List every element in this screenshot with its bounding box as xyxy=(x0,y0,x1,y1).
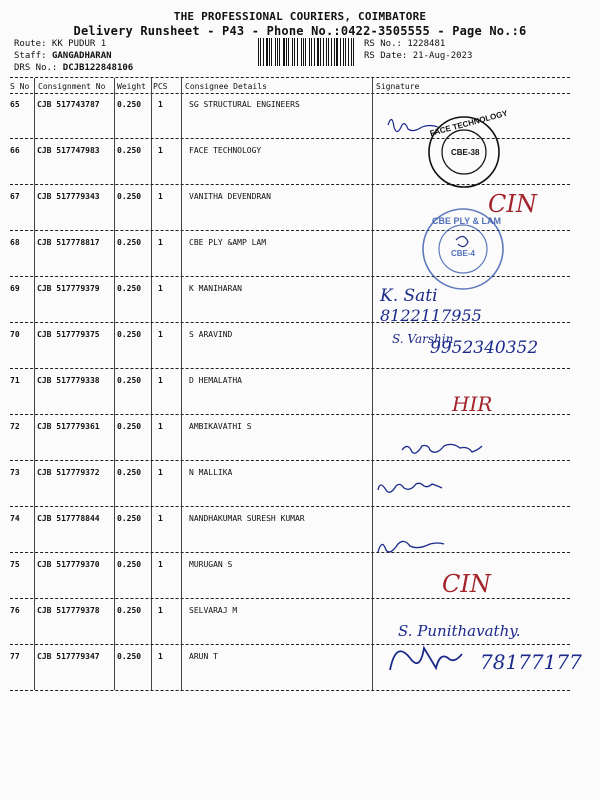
row-consignment-no: CJB 517779375 xyxy=(37,330,100,339)
col-header-consignee: Consignee Details xyxy=(185,82,267,91)
row-weight: 0.250 xyxy=(117,192,142,201)
stamp-face-technology xyxy=(429,108,509,187)
row-consignee: ARUN T xyxy=(189,652,218,661)
row-weight: 0.250 xyxy=(117,238,142,247)
barcode xyxy=(258,38,356,66)
signature-74 xyxy=(378,541,444,552)
row-consignee: VANITHA DEVENDRAN xyxy=(189,192,271,201)
company-title: THE PROFESSIONAL COURIERS, COIMBATORE xyxy=(173,10,427,23)
row-divider xyxy=(10,598,570,599)
col-header-pcs: PCS xyxy=(153,82,168,91)
row-divider xyxy=(10,552,570,553)
row-divider xyxy=(10,644,570,645)
row-divider xyxy=(10,460,570,461)
row-pcs: 1 xyxy=(158,330,163,339)
drs-label: DRS No.: xyxy=(14,63,58,73)
row-sno: 66 xyxy=(10,146,20,155)
signature-69-phone: 8122117955 xyxy=(380,306,482,325)
row-weight: 0.250 xyxy=(117,652,142,661)
signature-77 xyxy=(390,648,462,670)
row-sno: 77 xyxy=(10,652,20,661)
stamp-cbe-text: CBE PLY & LAM xyxy=(432,216,502,226)
row-pcs: 1 xyxy=(158,238,163,247)
row-pcs: 1 xyxy=(158,606,163,615)
row-weight: 0.250 xyxy=(117,560,142,569)
row-divider xyxy=(10,138,570,139)
col-header-consignment: Consignment No xyxy=(38,82,106,91)
row-divider xyxy=(10,230,570,231)
row-consignee: FACE TECHNOLOGY xyxy=(189,146,262,155)
row-consignment-no: CJB 517779372 xyxy=(37,468,100,477)
row-sno: 70 xyxy=(10,330,20,339)
row-consignment-no: CJB 517779370 xyxy=(37,560,100,569)
signature-75-text: CIN xyxy=(442,570,491,598)
row-consignee: NANDHAKUMAR SURESH KUMAR xyxy=(189,514,305,523)
row-sno: 68 xyxy=(10,238,20,247)
signature-73 xyxy=(378,483,442,492)
row-pcs: 1 xyxy=(158,376,163,385)
route-label: Route: KK PUDUR 1 xyxy=(14,39,107,49)
row-sno: 74 xyxy=(10,514,20,523)
row-consignment-no: CJB 517779343 xyxy=(37,192,100,201)
col-header-signature: Signature xyxy=(376,82,420,91)
row-weight: 0.250 xyxy=(117,422,142,431)
row-consignment-no: CJB 517779379 xyxy=(37,284,100,293)
row-consignment-no: CJB 517779361 xyxy=(37,422,100,431)
stamp-face-city: CBE-38 xyxy=(451,148,480,157)
row-consignment-no: CJB 517779338 xyxy=(37,376,100,385)
signature-70-name: S. Varshin xyxy=(392,332,454,346)
row-consignment-no: CJB 517743787 xyxy=(37,100,100,109)
row-sno: 75 xyxy=(10,560,20,569)
signature-70-phone: 9952340352 xyxy=(430,338,539,358)
row-consignee: N MALLIKA xyxy=(189,468,233,477)
row-pcs: 1 xyxy=(158,514,163,523)
rs-date: RS Date: 21-Aug-2023 xyxy=(364,51,473,61)
row-consignee: SG STRUCTURAL ENGINEERS xyxy=(189,100,300,109)
row-weight: 0.250 xyxy=(117,376,142,385)
staff-label: Staff: xyxy=(14,51,47,61)
row-consignee: D HEMALATHA xyxy=(189,376,242,385)
row-weight: 0.250 xyxy=(117,330,142,339)
row-pcs: 1 xyxy=(158,192,163,201)
row-consignee: S ARAVIND xyxy=(189,330,233,339)
row-consignee: SELVARAJ M xyxy=(189,606,238,615)
row-weight: 0.250 xyxy=(117,606,142,615)
runsheet-title: Delivery Runsheet - P43 - Phone No.:0422-3505555 - Page No.:6 xyxy=(73,24,527,38)
row-consignee: AMBIKAVATHI S xyxy=(189,422,252,431)
row-weight: 0.250 xyxy=(117,284,142,293)
row-sno: 65 xyxy=(10,100,20,109)
row-divider xyxy=(10,506,570,507)
row-pcs: 1 xyxy=(158,652,163,661)
rs-meta xyxy=(364,38,472,62)
row-consignment-no: CJB 517778817 xyxy=(37,238,100,247)
signature-65 xyxy=(388,119,438,131)
row-consignment-no: CJB 517747983 xyxy=(37,146,100,155)
row-weight: 0.250 xyxy=(117,146,142,155)
drs-value: DCJB122848106 xyxy=(62,63,134,73)
staff-value: GANGADHARAN xyxy=(51,51,112,61)
staff-line xyxy=(14,50,112,62)
row-weight: 0.250 xyxy=(117,514,142,523)
row-consignment-no: CJB 517779378 xyxy=(37,606,100,615)
stamp-face-text: FACE TECHNOLOGY xyxy=(428,108,509,138)
signature-71-text: HIR xyxy=(452,392,493,416)
row-sno: 67 xyxy=(10,192,20,201)
row-sno: 69 xyxy=(10,284,20,293)
row-pcs: 1 xyxy=(158,146,163,155)
row-consignee: CBE PLY &AMP LAM xyxy=(189,238,267,247)
rs-number: RS No.: 1228481 xyxy=(364,39,446,49)
row-sno: 76 xyxy=(10,606,20,615)
row-pcs: 1 xyxy=(158,284,163,293)
signature-67-text: CIN xyxy=(488,190,537,218)
drs-line xyxy=(14,62,133,74)
signature-77-phone: 78177177 xyxy=(480,650,582,674)
row-divider xyxy=(10,322,570,323)
row-consignee: K MANIHARAN xyxy=(189,284,242,293)
row-divider xyxy=(10,276,570,277)
row-pcs: 1 xyxy=(158,422,163,431)
row-pcs: 1 xyxy=(158,468,163,477)
stamp-cbe-ply xyxy=(423,209,503,289)
signature-69-name: K. Sati xyxy=(380,286,438,306)
col-header-sno: S No xyxy=(10,82,30,91)
row-consignment-no: CJB 517779347 xyxy=(37,652,100,661)
row-divider xyxy=(10,184,570,185)
row-weight: 0.250 xyxy=(117,100,142,109)
row-divider xyxy=(10,368,570,369)
signature-76-text: S. Punithavathy. xyxy=(398,622,521,640)
row-sno: 71 xyxy=(10,376,20,385)
row-weight: 0.250 xyxy=(117,468,142,477)
row-consignment-no: CJB 517778844 xyxy=(37,514,100,523)
header-rule xyxy=(10,93,570,94)
row-pcs: 1 xyxy=(158,100,163,109)
table-top-rule xyxy=(10,77,570,78)
row-pcs: 1 xyxy=(158,560,163,569)
row-sno: 72 xyxy=(10,422,20,431)
row-divider xyxy=(10,690,570,691)
row-consignee: MURUGAN S xyxy=(189,560,233,569)
col-header-weight: Weight xyxy=(117,82,146,91)
signature-72 xyxy=(402,444,482,453)
row-sno: 73 xyxy=(10,468,20,477)
stamp-cbe-city: CBE-4 xyxy=(451,249,476,258)
